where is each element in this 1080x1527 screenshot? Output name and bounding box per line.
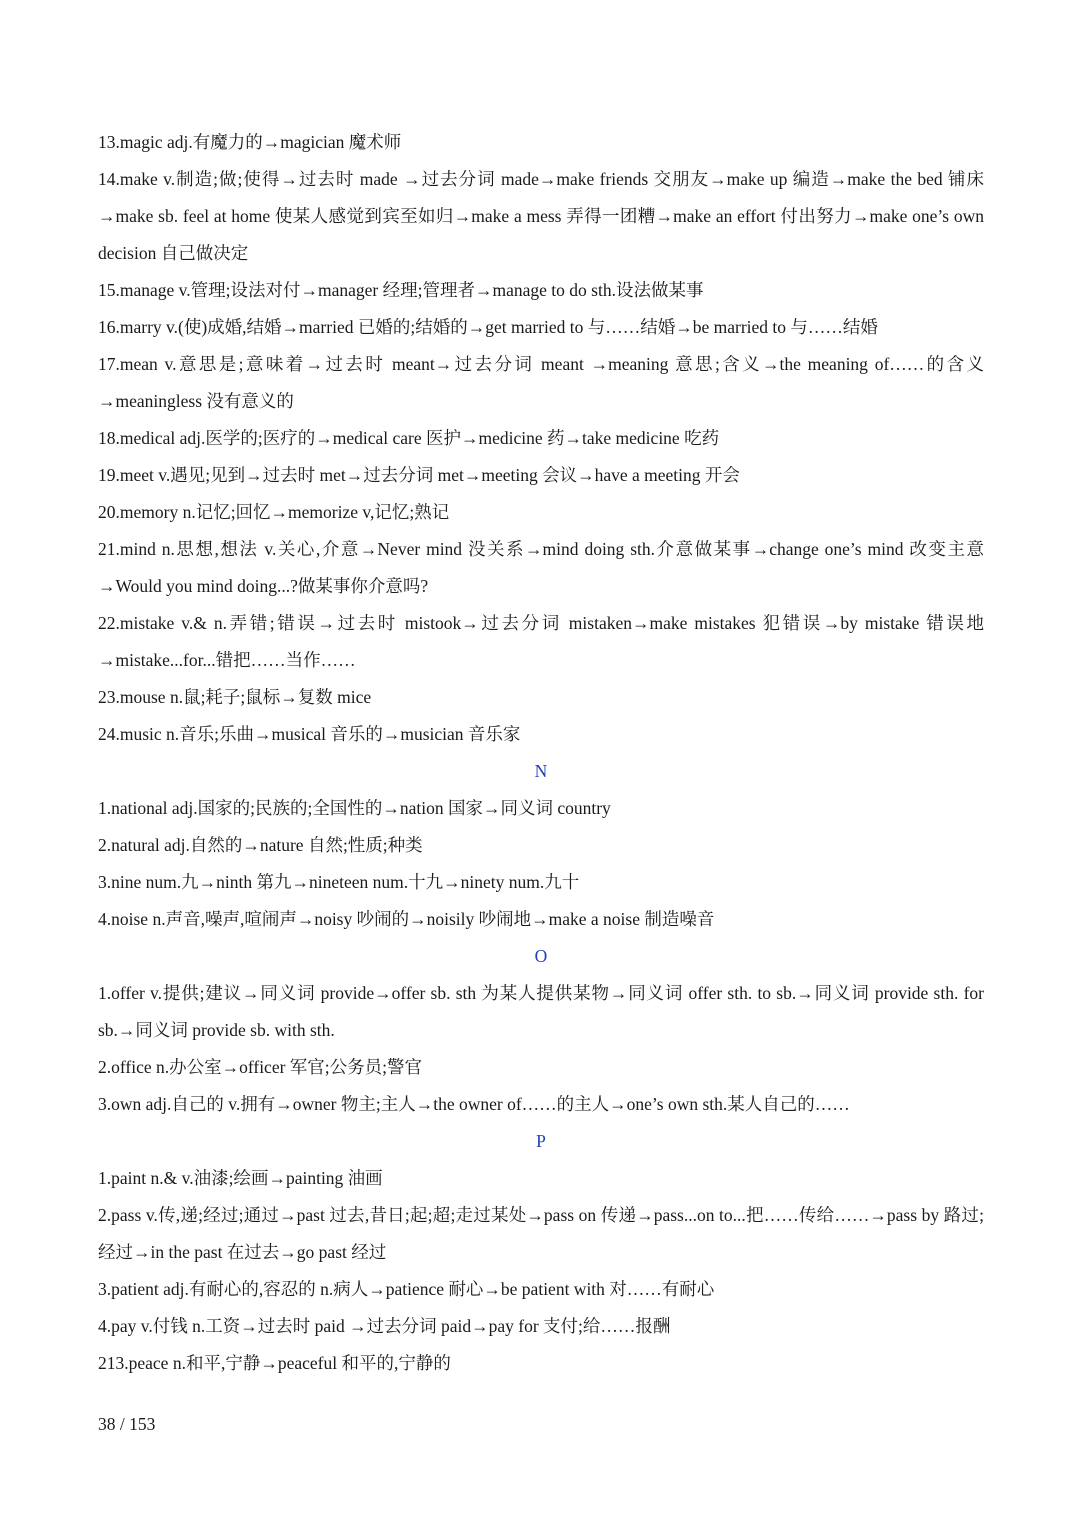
vocab-entry-pass: 2.pass v.传,递;经过;通过→past 过去,昔日;起;超;走过某处→pass on 传递→pass...on to...把……传给……→pass by 路过;经过→in the past 在过去→go past 经过 [98,1205,984,1262]
vocab-entry-patient: 3.patient adj.有耐心的,容忍的 n.病人→patience 耐心→be patient with 对……有耐心 [98,1279,715,1299]
vocab-entry-natural: 2.natural adj.自然的→nature 自然;性质;种类 [98,835,423,855]
section-heading-p: P [536,1131,546,1151]
section-heading-n: N [534,761,548,781]
vocab-entry-nine: 3.nine num.九→ninth 第九→nineteen num.十九→ninety num.九十 [98,872,580,892]
vocab-entry-national: 1.national adj.国家的;民族的;全国性的→nation 国家→同义词 country [98,798,611,818]
vocab-entry-music: 24.music n.音乐;乐曲→musical 音乐的→musician 音乐家 [98,724,521,744]
vocab-entry-magic: 13.magic adj.有魔力的→magician 魔术师 [98,132,402,152]
vocab-entry-offer: 1.offer v.提供;建议→同义词 provide→offer sb. sth 为某人提供某物→同义词 offer sth. to sb.→同义词 provide sth. for sb.→同义词 provide sb. with sth. [98,983,984,1040]
vocab-entry-peace: 213.peace n.和平,宁静→peaceful 和平的,宁静的 [98,1353,451,1373]
vocab-entry-mistake: 22.mistake v.& n.弄错;错误→过去时 mistook→过去分词 mistaken→make mistakes 犯错误→by mistake 错误地→mistake...for...错把……当作…… [98,613,984,670]
vocab-entry-noise: 4.noise n.声音,噪声,喧闹声→noisy 吵闹的→noisily 吵闹地→make a noise 制造噪音 [98,909,715,929]
vocab-entry-own: 3.own adj.自己的 v.拥有→owner 物主;主人→the owner of……的主人→one’s own sth.某人自己的…… [98,1094,850,1114]
vocab-entry-pay: 4.pay v.付钱 n.工资→过去时 paid →过去分词 paid→pay for 支付;给……报酬 [98,1316,671,1336]
vocab-entry-paint: 1.paint n.& v.油漆;绘画→painting 油画 [98,1168,383,1188]
vocab-entry-manage: 15.manage v.管理;设法对付→manager 经理;管理者→manage to do sth.设法做某事 [98,280,704,300]
vocab-entry-medical: 18.medical adj.医学的;医疗的→medical care 医护→medicine 药→take medicine 吃药 [98,428,720,448]
vocab-entry-meet: 19.meet v.遇见;见到→过去时 met→过去分词 met→meeting 会议→have a meeting 开会 [98,465,740,485]
vocab-entry-office: 2.office n.办公室→officer 军官;公务员;警官 [98,1057,423,1077]
vocabulary-content [98,124,984,1382]
section-heading-o: O [534,946,548,966]
vocab-entry-mouse: 23.mouse n.鼠;耗子;鼠标→复数 mice [98,687,372,707]
page-number: 38 / 153 [98,1414,156,1434]
vocab-entry-make: 14.make v.制造;做;使得→过去时 made →过去分词 made→make friends 交朋友→make up 编造→make the bed 铺床→make sb. feel at home 使某人感觉到宾至如归→make a mess 弄得一团糟→make an effort 付出努力→make one’s own decision 自己做决定 [98,169,984,263]
vocab-entry-mean: 17.mean v.意思是;意味着→过去时 meant→过去分词 meant →meaning 意思;含义→the meaning of……的含义→meaningless 没有意义的 [98,354,984,411]
vocab-entry-marry: 16.marry v.(使)成婚,结婚→married 已婚的;结婚的→get married to 与……结婚→be married to 与……结婚 [98,317,878,337]
vocab-entry-memory: 20.memory n.记忆;回忆→memorize v,记忆;熟记 [98,502,450,522]
vocab-entry-mind: 21.mind n.思想,想法 v.关心,介意→Never mind 没关系→mind doing sth.介意做某事→change one’s mind 改变主意→Would you mind doing...?做某事你介意吗? [98,539,984,596]
